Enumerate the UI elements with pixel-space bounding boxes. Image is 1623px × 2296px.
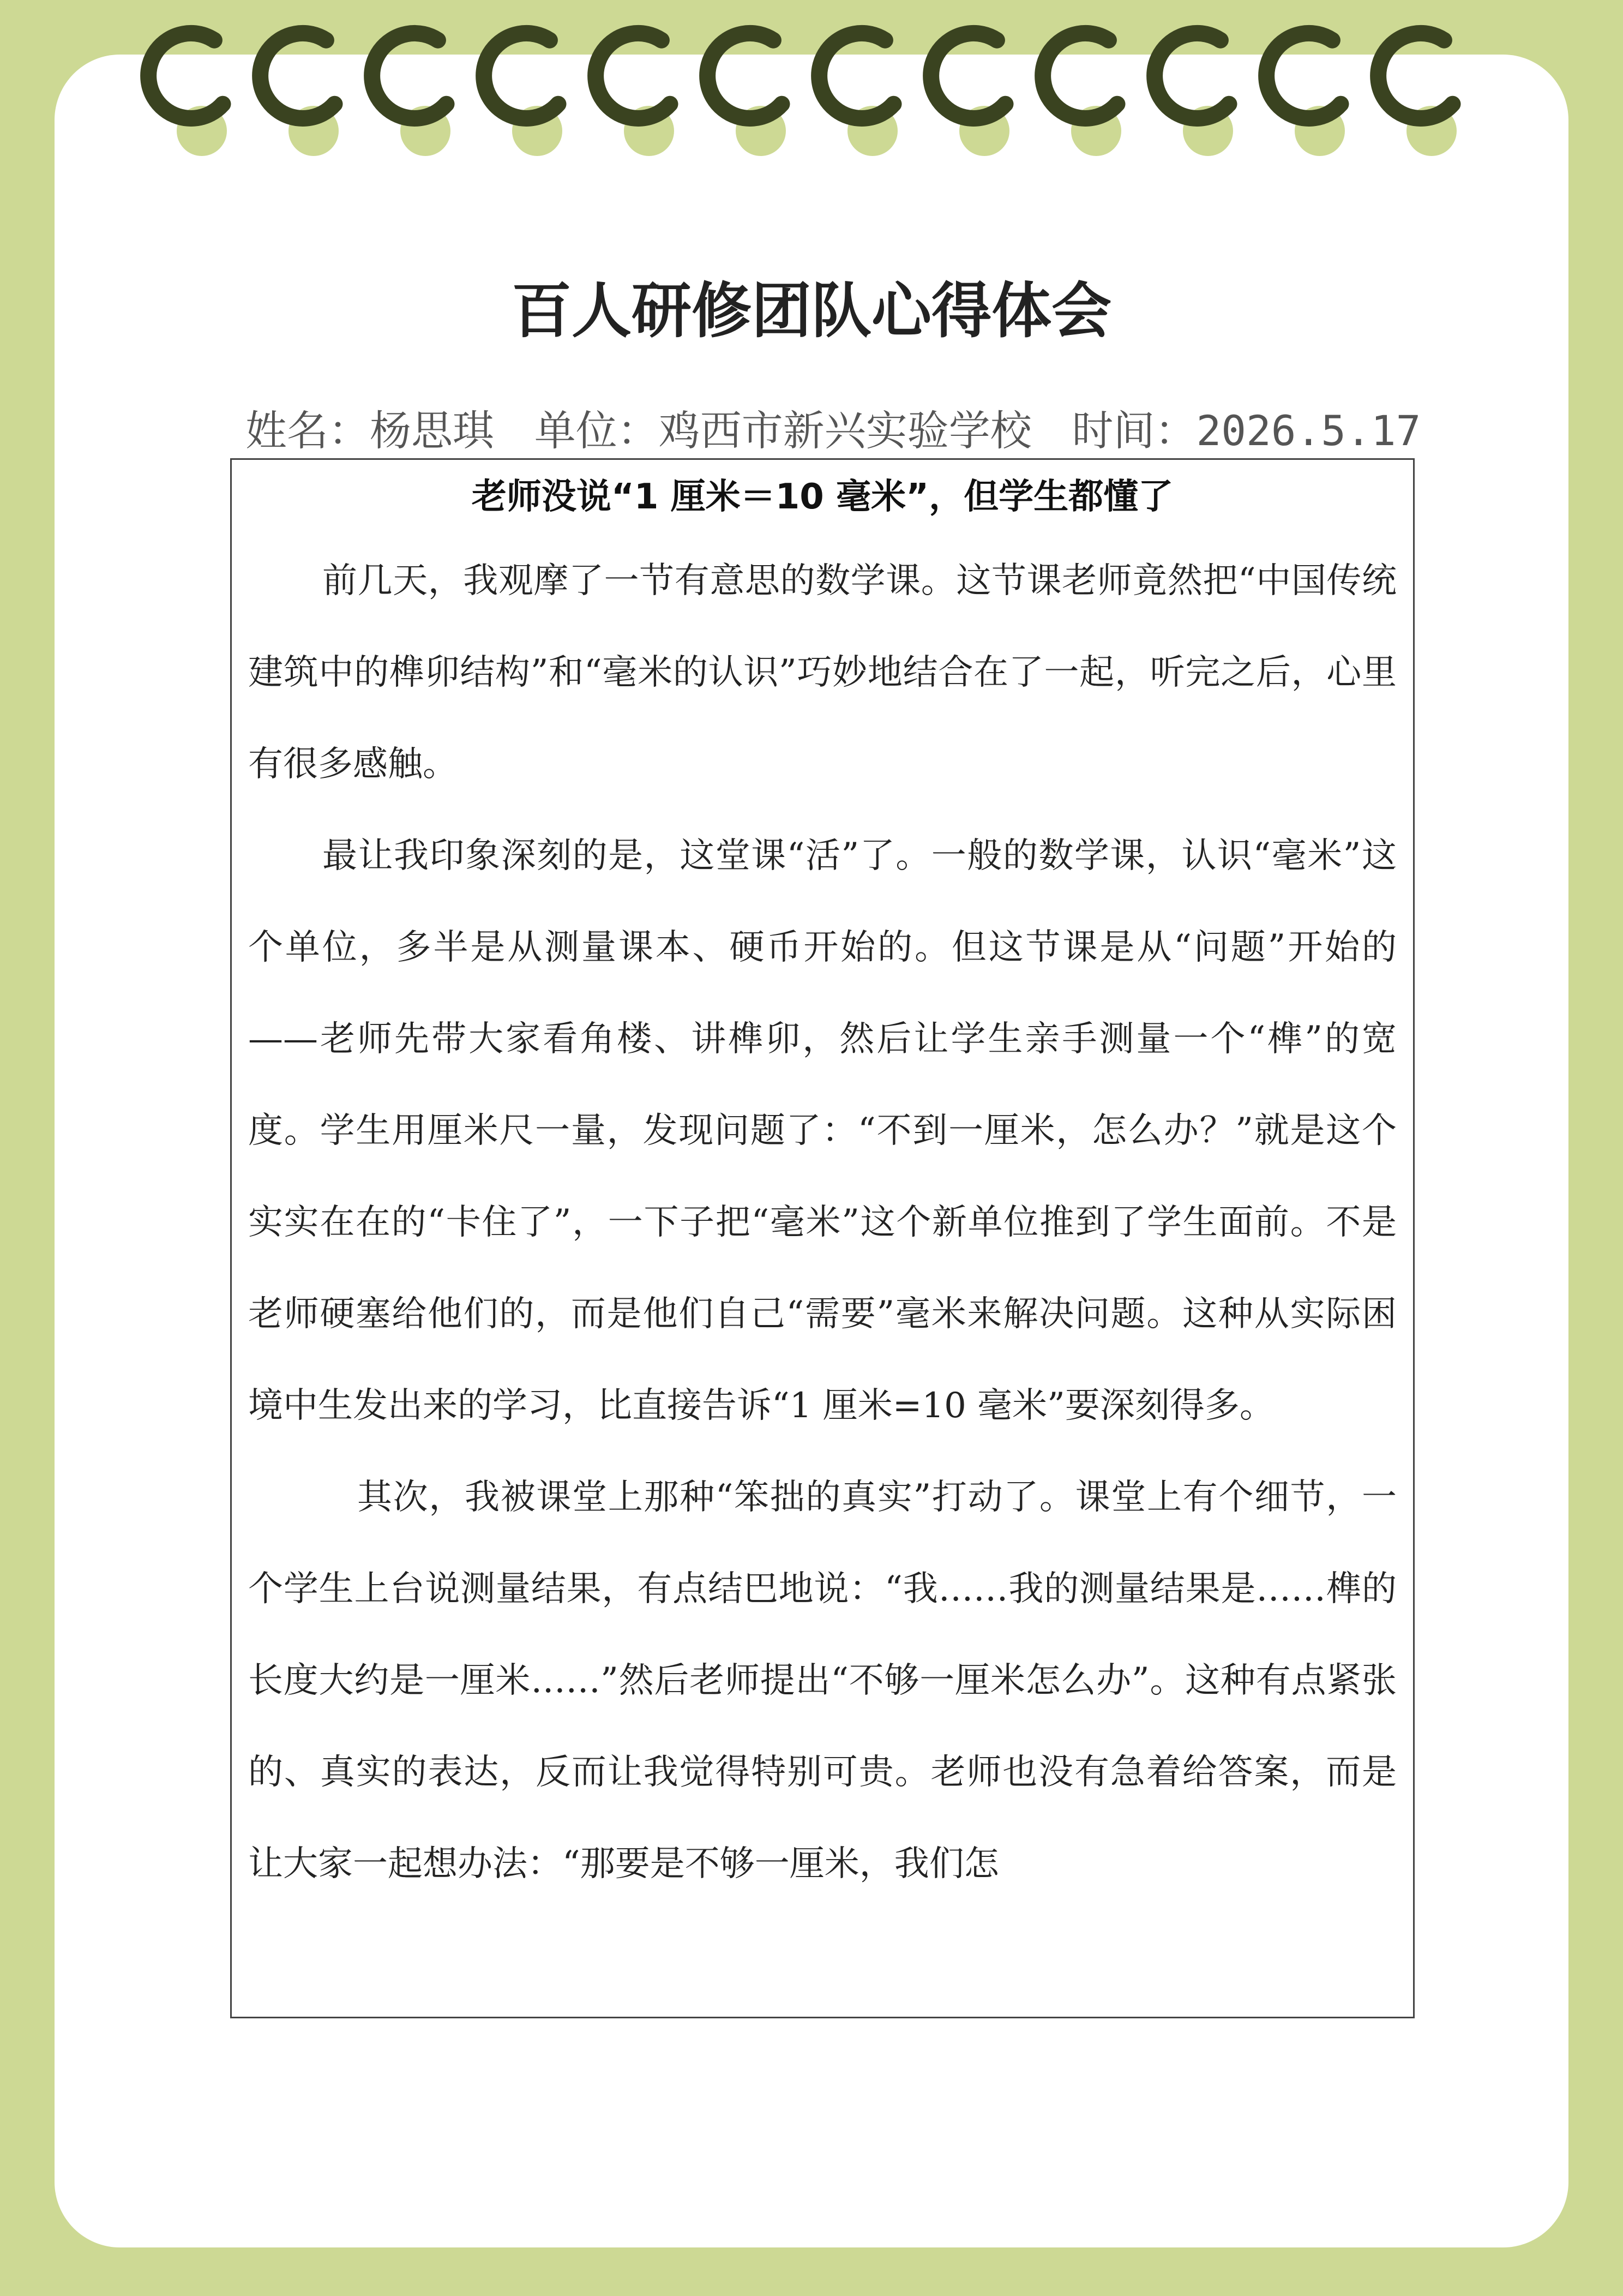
article-paragraph-2: 最让我印象深刻的是，这堂课“活”了。一般的数学课，认识“毫米”这个单位，多半是从测量课本、硬币开始的。但这节课是从“问题”开始的——老师先带大家看角楼、讲榫卯，然后让学生亲手测量一个“榫”的宽度。学生用厘米尺一量，发现问题了：“不到一厘米，怎么办？”就是这个实实在在的“卡住了”，一下子把“毫米”这个新单位推到了学生面前。不是老师硬塞给他们的，而是他们自己“需要”毫米来解决问题。这种从实际困境中生发出来的学习，比直接告诉“1 厘米=10 毫米”要深刻得多。 — [248, 836, 1397, 1426]
article-paragraph-1: 前几天，我观摩了一节有意思的数学课。这节课老师竟然把“中国传统建筑中的榫卯结构”和“毫米的认识”巧妙地结合在了一起，听完之后，心里有很多感触。 — [248, 561, 1397, 784]
author-name: 姓名：杨思琪 — [245, 406, 494, 455]
article-paragraph-3: 其次，我被课堂上那种“笨拙的真实”打动了。课堂上有个细节，一个学生上台说测量结果，有点结巴地说：“我……我的测量结果是……榫的长度大约是一厘米……”然后老师提出“不够一厘米怎么办”。这种有点紧张的、真实的表达，反而让我觉得特别可贵。老师也没有急着给答案，而是让大家一起想办法：“那要是不够一厘米，我们怎 — [248, 1477, 1397, 1884]
author-unit: 单位：鸡西市新兴实验学校 — [534, 406, 1032, 455]
article-heading: 老师没说“1 厘米＝10 毫米”，但学生都懂了 — [471, 477, 1174, 517]
article-box — [230, 458, 1415, 2018]
author-info — [245, 404, 1500, 458]
author-date: 时间：2026.5.17 — [1072, 406, 1421, 455]
page-title: 百人研修团队心得体会 — [512, 275, 1111, 346]
